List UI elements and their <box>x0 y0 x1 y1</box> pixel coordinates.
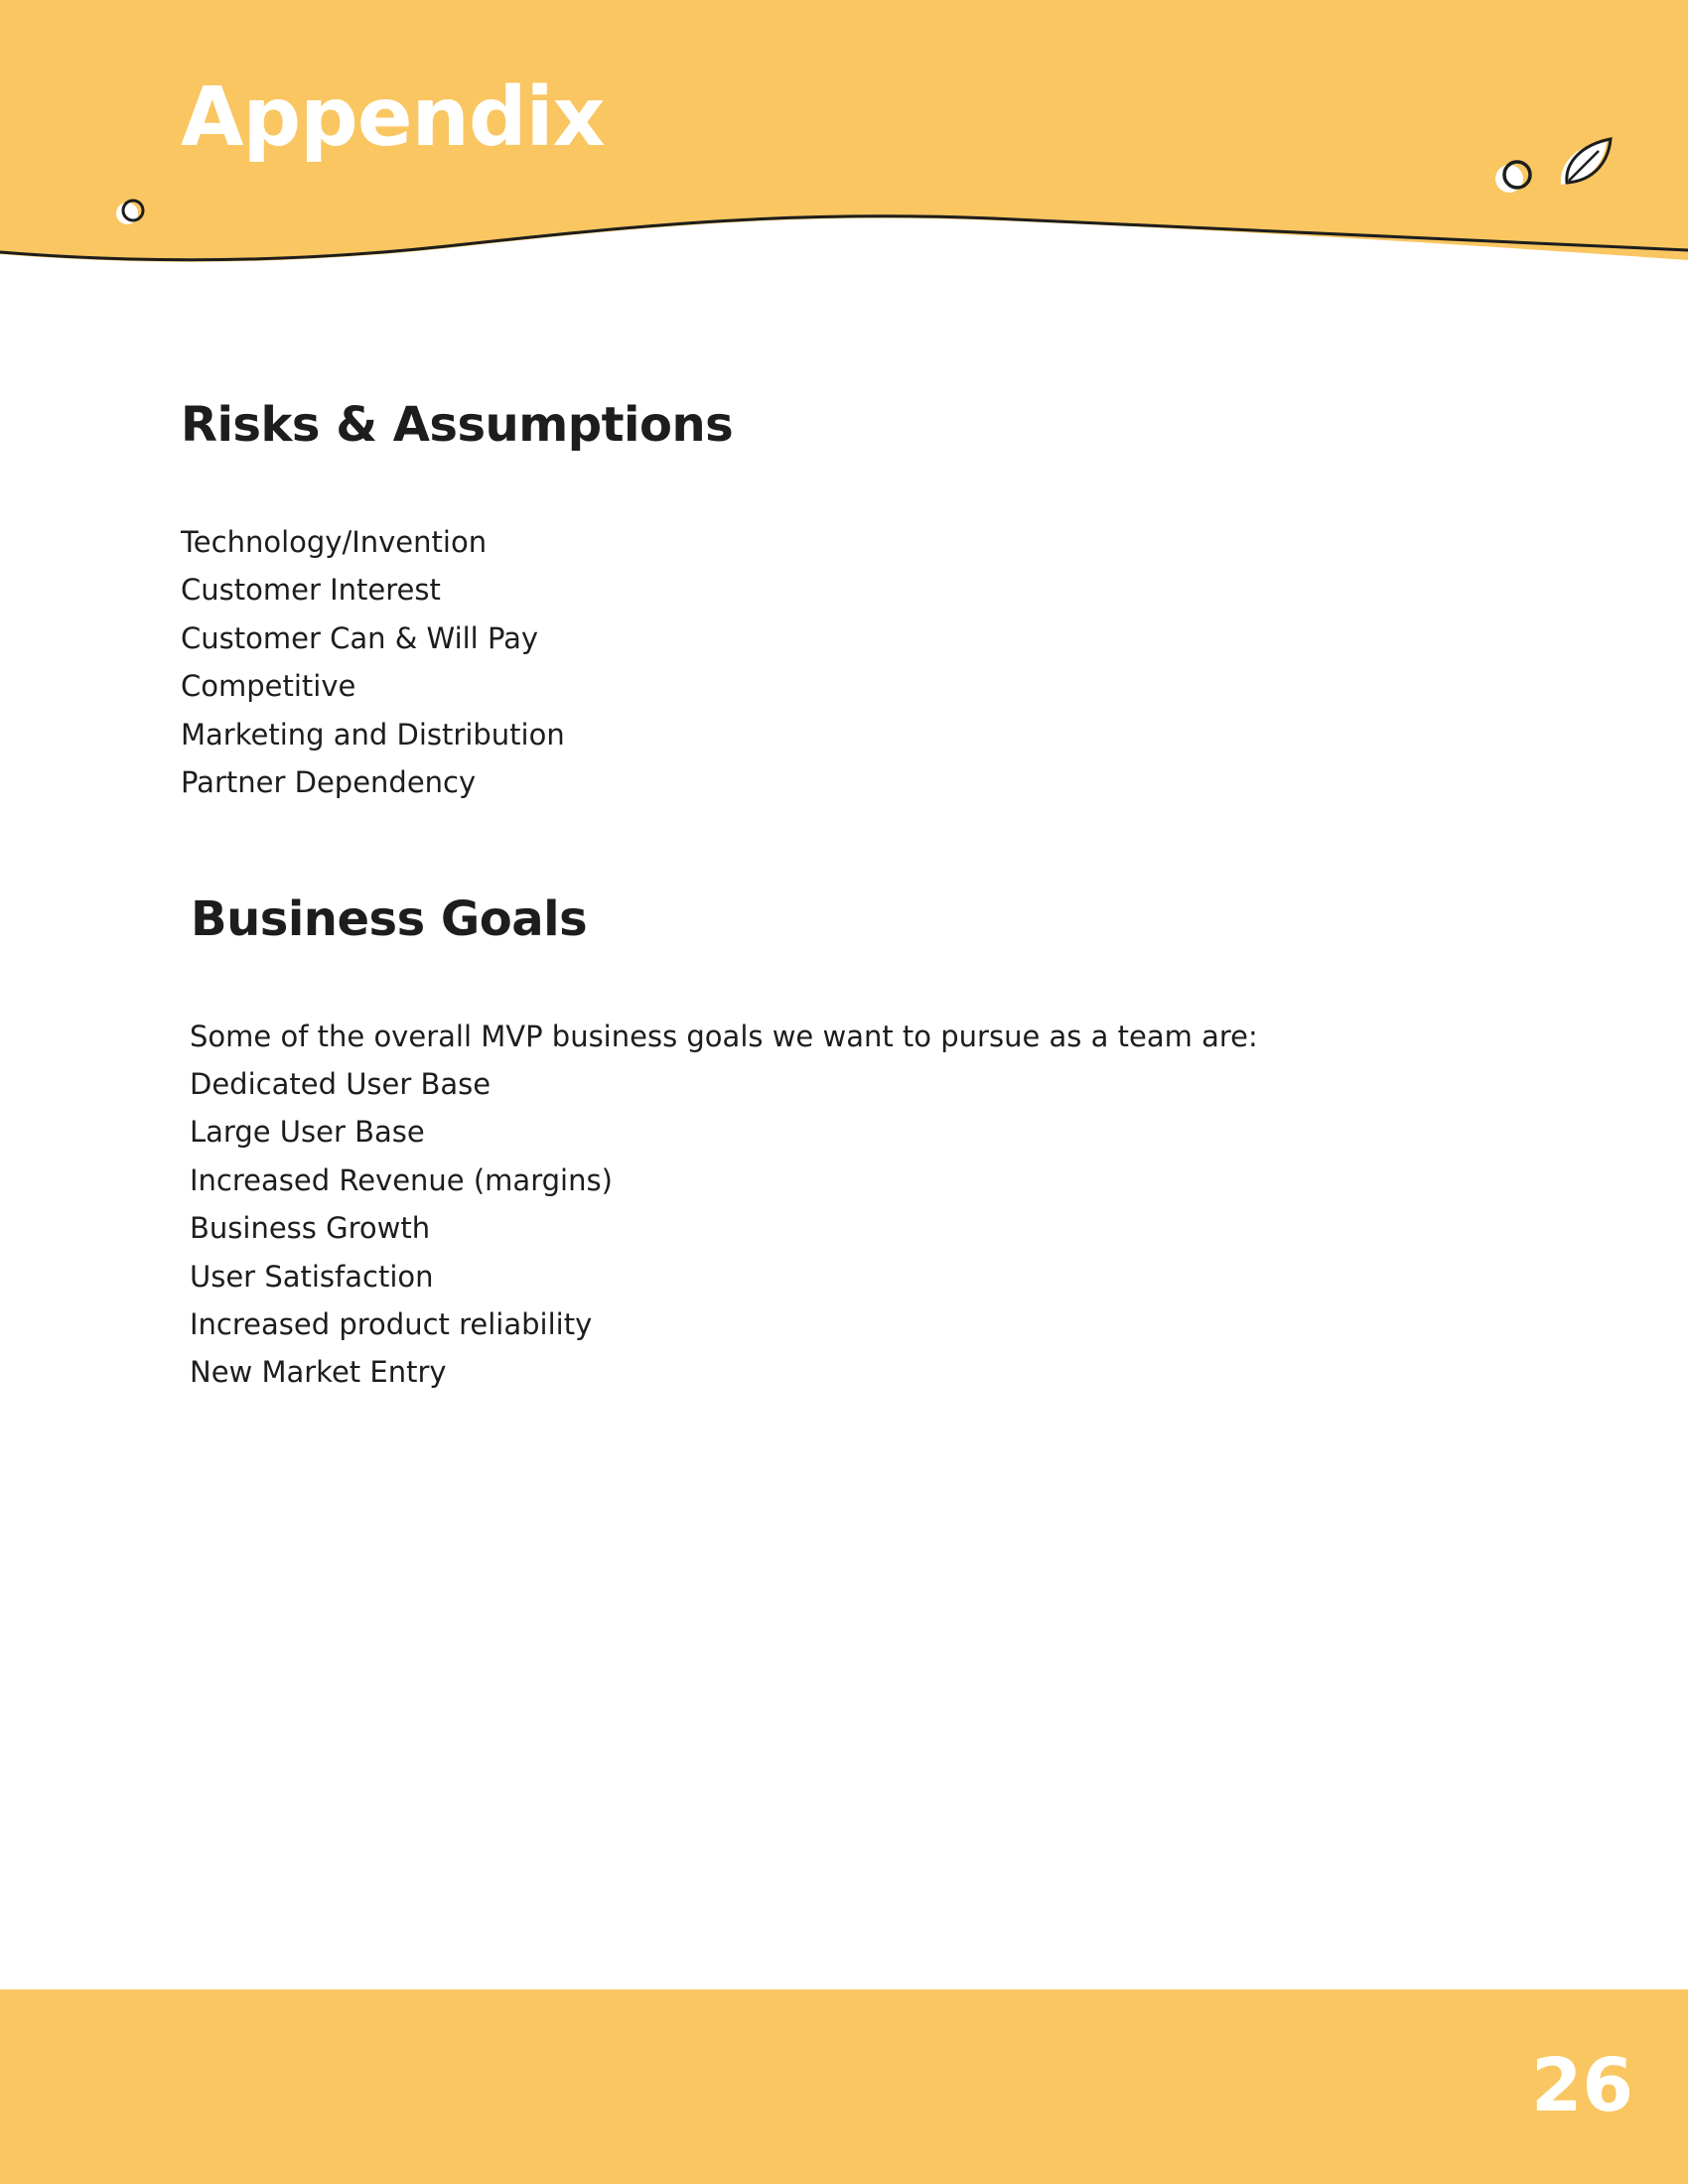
goals-intro: Some of the overall MVP business goals we want to pursue as a team are: <box>190 1020 1258 1053</box>
list-item: Business Growth <box>190 1211 431 1246</box>
list-item: New Market Entry <box>190 1355 447 1390</box>
leaf-icon <box>1555 133 1617 193</box>
list-item: Marketing and Distribution <box>181 717 565 751</box>
goals-heading: Business Goals <box>191 891 588 947</box>
header-band <box>0 0 1688 288</box>
list-item: Large User Base <box>190 1115 425 1150</box>
list-item: Dedicated User Base <box>190 1067 492 1101</box>
list-item: Technology/Invention <box>181 525 488 559</box>
footer-band <box>0 1989 1688 2184</box>
list-item: Partner Dependency <box>181 764 477 799</box>
risks-list <box>181 518 565 806</box>
ring-icon <box>1489 155 1541 199</box>
list-item: Increased Revenue (margins) <box>190 1162 613 1197</box>
page-number: 26 <box>1531 2043 1633 2128</box>
risks-heading: Risks & Assumptions <box>181 397 734 453</box>
list-item: Customer Interest <box>181 573 441 608</box>
list-item: User Satisfaction <box>190 1259 434 1294</box>
goals-list <box>190 1060 613 1397</box>
page-title: Appendix <box>181 70 605 165</box>
small-ring-icon <box>111 195 153 230</box>
list-item: Increased product reliability <box>190 1306 593 1341</box>
list-item: Competitive <box>181 669 356 704</box>
list-item: Customer Can & Will Pay <box>181 620 539 655</box>
